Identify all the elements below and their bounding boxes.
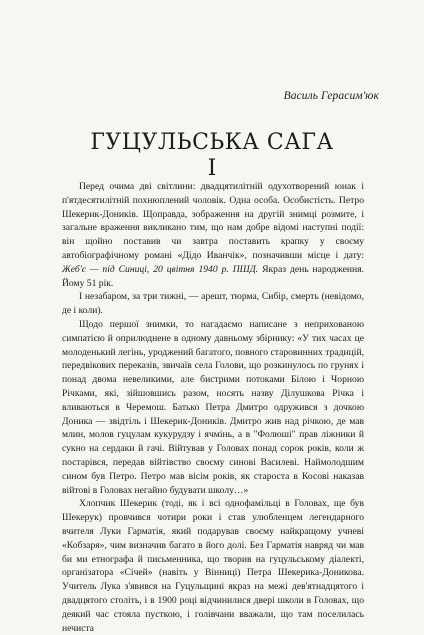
body-text [62,180,364,635]
author-name: Василь Герасим'юк [283,90,379,102]
paragraph-3: Щодо першої знимки, то нагадаємо написане з неприхованою симпатією й оприлюднене в одному давньому збірнику: «У тих часах це молоденький легінь, уроджений багатого, повного старовинних традицій, передвікових переказів, звичаїв села Голови, що розкинулось по грунях і понад двома невеликими, але бистрими потоками Білою і Чорною Річками, які, зійшовшись разом, носять назву Ділушкова Річка і вливаються в Черемош. Батько Петра Дмитро одружився з дочкою Доника — звідтіль і Шекерик-Доників. Дмитро жив над річкою, де мав млин, молов гуцулам кукурудзу і ячмінь, а в "Фолюші" прав ліжники й сукно на сердаки й гачі. Війтував у Головах понад сорок років, коли ж постарівся, передав війтівство своєму синові Василеві. Наймолодшим сином був Петро. Петро мав вісім років, як староста в Косові наказав війтові в Головах негайно будувати школу…» [62,318,364,496]
paragraph-4: Хлопчик Шекерик (тоді, як і всі однофамільці в Головах, ще був Шекерук) провчився чотири роки і став улюбленцем легендарного вчителя Луки Гарматія, який подарував своєму найкращому учневі «Кобзаря», чим визначив багато в його долі. Без Гарматія навряд чи мав би ми етнографа й письменника, що творив на гуцульському діалекті, організатора «Січей» (навіть у Вінниці) Петра Шекерика-Доникова. Учитель Лука з'явився на Гуцульщині якраз на межі дев'ятнадцятого і двадцятого століть, і в 1900 році відчинилися двері школи в Головах, що деякий час стояла пусткою, і голівчани вважали, що там поселилась нечиста [62,498,364,634]
paragraph-1-text: Перед очима дві світлини: двадцятилітній одухотворений юнак і п'ятдесятилітній похнюплений чоловік. Одна особа. Особистість. Петро Шекерик-Доників. Щоправда, зображення на другій знимці розмите, і загальне враження викликано тим, що нам добре відомі наступні події: він щойно поставив чи завтра поставить крапку у своєму автобіографічному романі «Дідо Иванчік», позначивши місце і дату: [62,181,364,261]
paragraph-2: І незабаром, за три тижні, — арешт, тюрма, Сибір, смерть (невідомо, де і коли). [62,291,364,317]
paragraph-1 [62,180,364,290]
paragraph-1-italic-place-date: Жеб'є — під Синиці, 20 цвітня 1940 р. ПШД. [62,263,259,275]
paragraph-1-tail: Якраз день народження. Йому 51 рік. [62,263,364,289]
chapter-number: I [207,156,217,181]
page-title: ГУЦУЛЬСЬКА САГА [90,130,334,155]
